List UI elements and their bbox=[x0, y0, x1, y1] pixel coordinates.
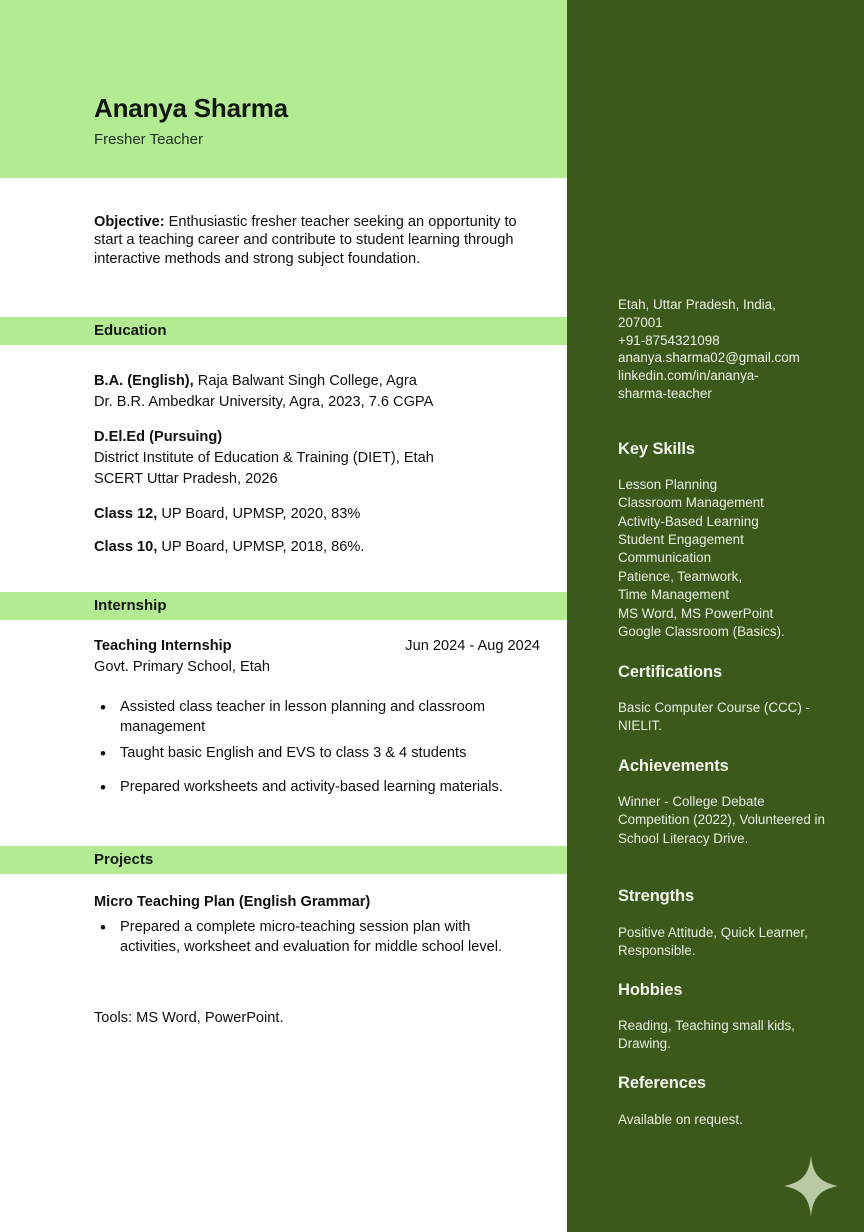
education-degree-2 bbox=[94, 504, 360, 525]
education-detail-1-0: District Institute of Education & Training (DIET), Etah bbox=[94, 450, 434, 467]
list-item: Lesson Planning bbox=[618, 477, 718, 492]
page-title: Ananya Sharma bbox=[94, 93, 288, 123]
education-item-1 bbox=[94, 427, 434, 490]
sidebar-section-references bbox=[618, 1074, 828, 1093]
education-detail-0-0: Dr. B.R. Ambedkar University, Agra, 2023, 7.6 CGPA bbox=[94, 394, 434, 411]
internship-bullet-list bbox=[94, 698, 546, 798]
education-detail-1-1: SCERT Uttar Pradesh, 2026 bbox=[94, 471, 278, 488]
project-tools bbox=[94, 1008, 284, 1029]
internship-role-title: Teaching Internship bbox=[94, 638, 232, 654]
sidebar-section-achievements bbox=[618, 757, 828, 776]
hobbies-text: Reading, Teaching small kids, Drawing. bbox=[618, 1018, 795, 1052]
education-degree-3 bbox=[94, 537, 364, 558]
list-item: Time Management bbox=[618, 587, 730, 603]
section-bar-projects bbox=[0, 846, 567, 874]
achievements-text: Winner - College Debate Competition (2022), Volunteered in School Literacy Drive. bbox=[618, 794, 825, 846]
list-item: Communication bbox=[618, 550, 712, 566]
section-heading-projects: Projects bbox=[94, 851, 154, 868]
sidebar-section-strengths bbox=[618, 887, 828, 906]
list-item: Patience, Teamwork, bbox=[618, 568, 743, 584]
strengths-text: Positive Attitude, Quick Learner, Responsible. bbox=[618, 925, 808, 959]
sidebar-heading-achievements: Achievements bbox=[618, 757, 729, 775]
project-title-block bbox=[94, 892, 370, 913]
contact-line-postal: 207001 bbox=[618, 314, 663, 330]
sidebar-heading-strengths: Strengths bbox=[618, 887, 695, 905]
section-bar-internship bbox=[0, 592, 567, 620]
education-item-3 bbox=[94, 537, 364, 558]
contact-line-phone[interactable]: +91-8754321098 bbox=[618, 332, 720, 348]
project-bullet-list bbox=[94, 918, 524, 957]
education-institution-3: UP Board, UPMSP, 2018, 86%. bbox=[157, 539, 365, 555]
contact-line-linkedin-1[interactable]: linkedin.com/in/ananya- bbox=[618, 368, 759, 384]
sidebar-heading-certifications: Certifications bbox=[618, 663, 723, 681]
education-item-0 bbox=[94, 371, 433, 413]
list-item: Classroom Management bbox=[618, 495, 764, 511]
objective-text: Enthusiastic fresher teacher seeking an opportunity to start a teaching career and contribute to student learning through interactive methods and strong subject foundation. bbox=[94, 214, 517, 267]
education-item-2 bbox=[94, 504, 360, 525]
list-item: • Prepared worksheets and activity-based learning materials. bbox=[120, 778, 546, 798]
references-text: Available on request. bbox=[618, 1112, 743, 1127]
project-title: Micro Teaching Plan (English Grammar) bbox=[94, 894, 371, 910]
education-institution-2: UP Board, UPMSP, 2020, 83% bbox=[157, 506, 361, 522]
list-item: • Assisted class teacher in lesson planning and classroom management bbox=[120, 698, 546, 737]
sidebar-heading-references: References bbox=[618, 1074, 706, 1092]
sidebar bbox=[567, 0, 864, 1232]
key-skills-list bbox=[618, 476, 828, 641]
contact-info-block bbox=[618, 296, 828, 403]
list-item: Activity-Based Learning bbox=[618, 513, 759, 529]
project-bullets bbox=[94, 918, 524, 964]
education-institution-0: Raja Balwant Singh College, Agra bbox=[193, 373, 417, 389]
sidebar-section-key-skills bbox=[618, 440, 828, 459]
section-heading-internship: Internship bbox=[94, 597, 167, 614]
header-band bbox=[0, 0, 567, 178]
internship-title-row bbox=[94, 636, 540, 657]
objective-paragraph bbox=[94, 213, 546, 268]
education-degree-0 bbox=[94, 371, 433, 392]
sparkle-icon bbox=[784, 1155, 838, 1217]
sidebar-section-hobbies bbox=[618, 981, 828, 1000]
certifications-text: Basic Computer Course (CCC) - NIELIT. bbox=[618, 700, 810, 734]
objective-label: Objective: bbox=[94, 214, 165, 230]
list-item: • Prepared a complete micro-teaching session plan with activities, worksheet and evaluation for middle school level. bbox=[120, 918, 524, 957]
job-role-subtitle: Fresher Teacher bbox=[94, 131, 203, 148]
list-item: Google Classroom (Basics). bbox=[618, 623, 785, 639]
list-item: MS Word, MS PowerPoint bbox=[618, 605, 774, 621]
section-bar-education bbox=[0, 317, 567, 345]
education-degree-label-1: D.El.Ed (Pursuing) bbox=[94, 429, 223, 445]
contact-line-linkedin-2[interactable]: sharma-teacher bbox=[618, 386, 712, 402]
education-degree-label-0: B.A. (English), bbox=[94, 373, 194, 389]
education-degree-label-2: Class 12, bbox=[94, 506, 158, 522]
internship-entry bbox=[94, 636, 540, 678]
list-item: Student Engagement bbox=[618, 532, 744, 548]
sidebar-heading-hobbies: Hobbies bbox=[618, 981, 683, 999]
section-heading-education: Education bbox=[94, 322, 167, 339]
list-item: • Taught basic English and EVS to class 3 & 4 students bbox=[120, 744, 546, 764]
education-degree-1 bbox=[94, 427, 434, 448]
contact-line-address-1: Etah, Uttar Pradesh, India, bbox=[618, 297, 776, 312]
project-tools-text: Tools: MS Word, PowerPoint. bbox=[94, 1010, 284, 1026]
internship-organization: Govt. Primary School, Etah bbox=[94, 659, 271, 676]
internship-bullets bbox=[94, 698, 546, 805]
sidebar-heading-key-skills: Key Skills bbox=[618, 440, 695, 458]
internship-dates: Jun 2024 - Aug 2024 bbox=[405, 638, 540, 654]
education-degree-label-3: Class 10, bbox=[94, 539, 158, 555]
sidebar-section-certifications bbox=[618, 663, 828, 682]
contact-line-email[interactable]: ananya.sharma02@gmail.com bbox=[618, 350, 800, 366]
